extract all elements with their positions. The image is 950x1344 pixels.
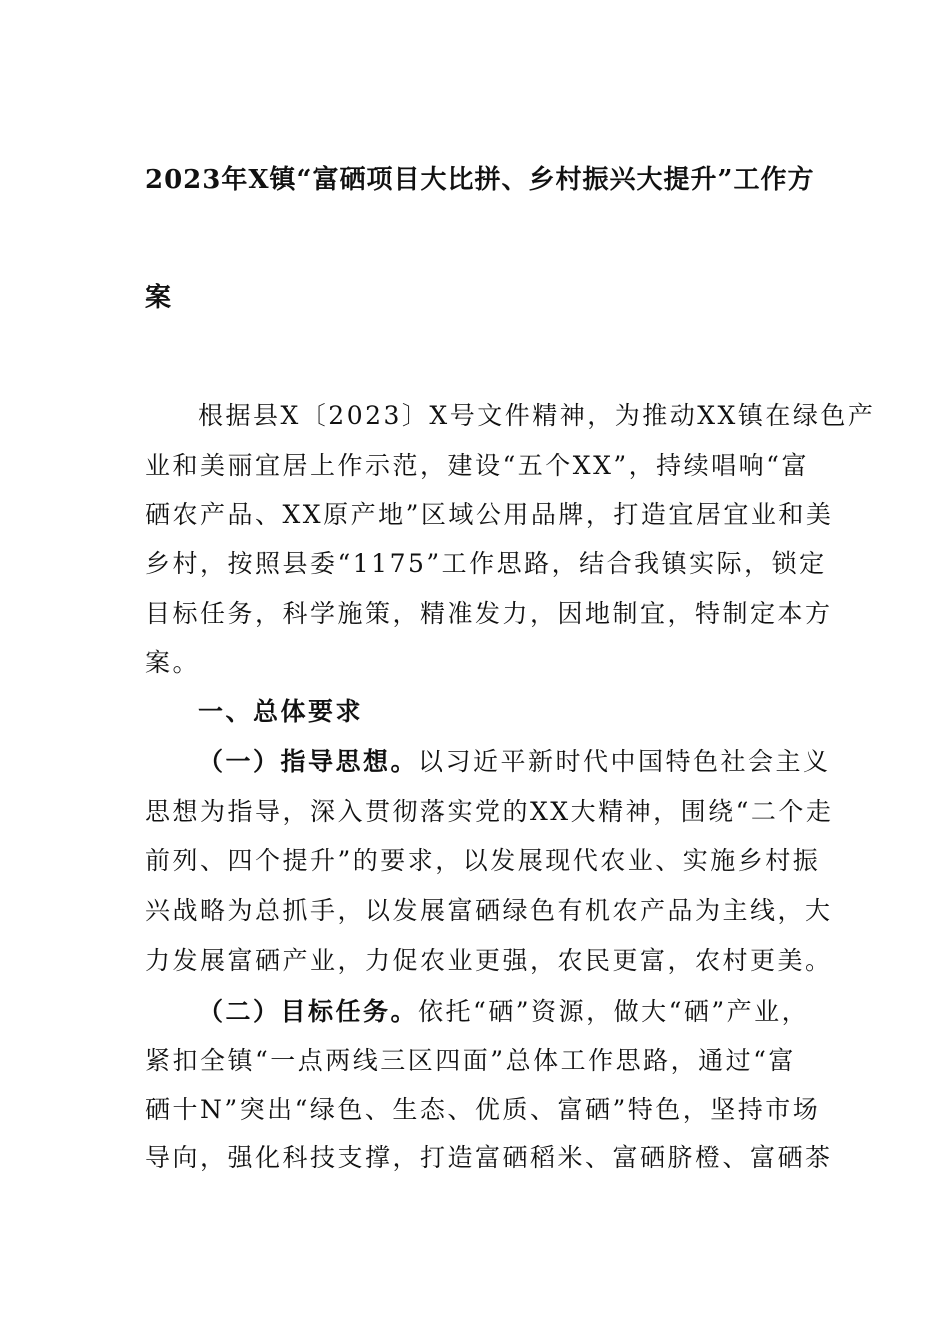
sub1-line-3: 前列、四个提升”的要求，以发展现代农业、实施乡村振 [145, 846, 821, 875]
sub1-line-5: 力发展富硒产业，力促农业更强，农民更富，农村更美。 [145, 946, 833, 975]
intro-line-6: 案。 [145, 648, 201, 677]
intro-line-3: 硒农产品、XX原产地”区域公用品牌，打造宜居宜业和美 [145, 500, 834, 529]
sub1-first-rest: 以习近平新时代中国特色社会主义 [418, 747, 831, 776]
section-heading-1: 一、总体要求 [198, 697, 364, 726]
sub2-first-line [198, 994, 809, 1030]
sub2-line-3: 硒十N”突出“绿色、生态、优质、富硒”特色，坚持市场 [145, 1095, 821, 1124]
sub2-line-4: 导向，强化科技支撑，打造富硒稻米、富硒脐橙、富硒茶 [145, 1143, 833, 1172]
intro-line-4: 乡村，按照县委“1175”工作思路，结合我镇实际，锁定 [145, 549, 827, 578]
sub1-lead: （一）指导思想。 [198, 747, 419, 776]
sub2-line-2: 紧扣全镇“一点两线三区四面”总体工作思路，通过“富 [145, 1046, 796, 1075]
sub2-lead: （二）目标任务。 [198, 997, 419, 1026]
sub1-line-2: 思想为指导，深入贯彻落实党的XX大精神，围绕“二个走 [145, 797, 834, 826]
sub2-first-rest: 依托“硒”资源，做大“硒”产业， [418, 997, 810, 1026]
intro-line-2: 业和美丽宜居上作示范，建设“五个XX”，持续唱响“富 [145, 451, 809, 480]
intro-line-5: 目标任务，科学施策，精准发力，因地制宜，特制定本方 [145, 599, 833, 628]
intro-line-1: 根据县X〔2023〕X号文件精神，为推动XX镇在绿色产 [198, 401, 876, 430]
sub1-first-line [198, 744, 831, 780]
document-title-line-1: 2023年X镇“富硒项目大比拼、乡村振兴大提升”工作方 [145, 165, 815, 195]
sub1-line-4: 兴战略为总抓手，以发展富硒绿色有机农产品为主线，大 [145, 896, 833, 925]
document-title-line-2: 案 [145, 283, 173, 313]
